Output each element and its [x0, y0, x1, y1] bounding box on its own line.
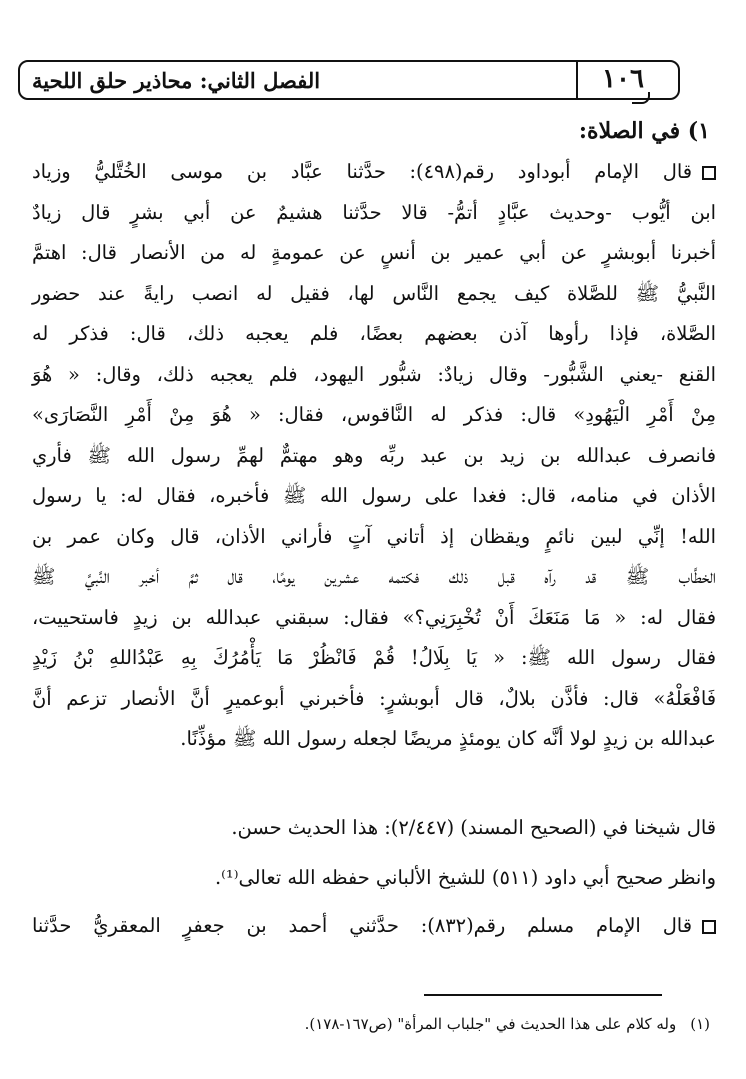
text-line: الأذان في منامه، قال: فغدا على رسول الله ﷺ فأخبره، فقال له: يا رسول [32, 484, 716, 507]
hadith-paragraph-2 [32, 906, 716, 947]
text-line: قال الإمام مسلم رقم(٨٣٢): حدَّثني أحمد بن جعفرٍ المعقريُّ حدَّثنا [32, 906, 716, 947]
section-heading: ١) في الصلاة: [578, 118, 710, 144]
text-line: ابن أيُّوب -وحديث عبَّادٍ أتمُّ- قالا حدَّثنا هشيمٌ عن أبي بشرٍ قال زيادٌ [32, 200, 716, 224]
text-line: فانصرف عبدالله بن زيد بن عبد ربِّه وهو مهتمٌّ لهمِّ رسول الله ﷺ فأري [32, 443, 716, 467]
text-line: الخطَّاب ﷺ قد رآه قبل ذلك فكتمه عشرين يومًا، قال ثمَّ أخبر النَّبيَّ ﷺ [32, 565, 716, 588]
text-line: فقال رسول الله ﷺ: « يَا بِلَالُ! قُمْ فَانْظُرْ مَا يَأْمُرُكَ بِهِ عَبْدُاللهِ بْنُ زَيْدٍ [32, 646, 716, 669]
text-line: القنع -يعني الشَّبُّور- وقال زيادٌ: شبُّور اليهود، فلم يعجبه ذلك، وقال: « هُوَ [32, 362, 716, 386]
hadith-paragraph [32, 152, 716, 760]
chapter-title: الفصل الثاني: محاذير حلق اللحية [32, 68, 321, 93]
text-line: النَّبيُّ ﷺ للصَّلاة كيف يجمع النَّاس لها، فقيل له انصب رايةً عند حضور [32, 281, 716, 305]
text-line: فَافْعَلْهُ» قال: فأذَّن بلالٌ، قال أبوبشرٍ: فأخبرني أبوعميرٍ أنَّ الأنصار تزعم أنَّ [32, 686, 716, 710]
footnote [305, 1012, 710, 1036]
square-bullet-icon [702, 920, 716, 934]
header-divider [576, 60, 578, 100]
reference-note: وانظر صحيح أبي داود (٥١١) للشيخ الألباني حفظه الله تعالى⁽¹⁾. [214, 866, 716, 889]
grading-note: قال شيخنا في (الصحيح المسند) (٢/٤٤٧): هذا الحديث حسن. [231, 816, 716, 839]
page-number: ١٠٦ [602, 64, 644, 94]
text-line: مِنْ أَمْرِ الْيَهُودِ» قال: فذكر له النَّاقوس، فقال: « هُوَ مِنْ أَمْرِ النَّصَارَى» [32, 403, 716, 426]
square-bullet-icon [702, 166, 716, 180]
footnote-divider [424, 994, 662, 996]
footnote-number: (١) [690, 1015, 710, 1033]
text-line: عبدالله بن زيدٍ لولا أنَّه كان يومئذٍ مريضًا لجعله رسول الله ﷺ مؤذِّنًا. [180, 727, 716, 750]
text-line: قال الإمام أبوداود رقم(٤٩٨): حدَّثنا عبَّاد بن موسى الخُتَّليُّ وزياد [32, 152, 716, 193]
page-number-ornament [632, 92, 650, 104]
footnote-text: وله كلام على هذا الحديث في "جلباب المرأة" (ص١٦٧-١٧٨). [304, 1015, 677, 1033]
text-line: الله! إنِّي لبين نائمٍ ويقظان إذ أتاني آتٍ فأراني الأذان، قال وكان عمر بن [32, 524, 716, 548]
text-line: فقال له: « مَا مَنَعَكَ أَنْ تُخْبِرَنِي؟» فقال: سبقني عبدالله بن زيدٍ فاستحييت، [32, 605, 716, 629]
text-line: أخبرنا أبوبشرٍ عن أبي عمير بن أنسٍ عن عمومةٍ له من الأنصار قال: اهتمَّ [32, 241, 716, 264]
text-line: الصَّلاة، فإذا رأوها آذن بعضهم بعضًا، فلم يعجبه ذلك، قال: فذكر له [32, 322, 716, 345]
